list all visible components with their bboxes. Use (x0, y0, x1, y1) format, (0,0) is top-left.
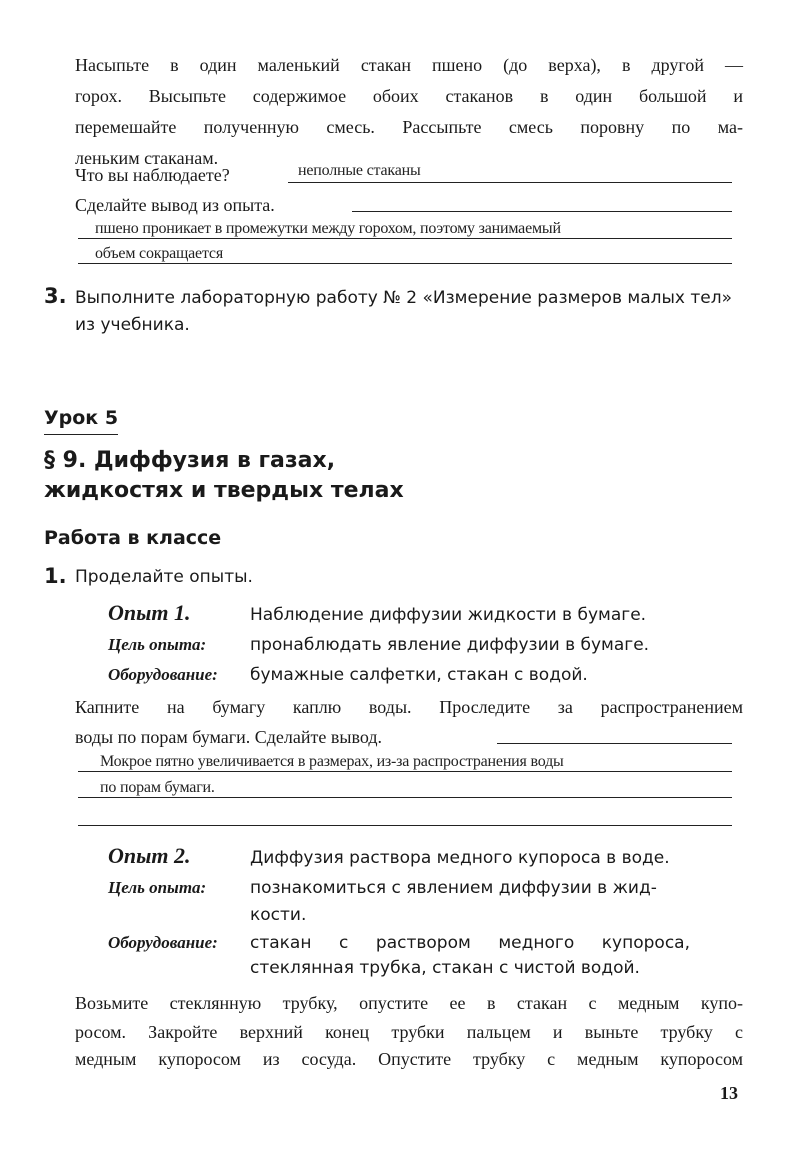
exp1-goal-label: Цель опыта: (108, 635, 207, 654)
exp1-equip-label: Оборудование: (108, 665, 218, 684)
intro-line: перемешайте полученную смесь. Рассыпьте смесь поровну по ма- (75, 117, 743, 137)
exp1-instruction: воды по порам бумаги. Сделайте вывод. (75, 727, 382, 747)
answer-line (78, 263, 732, 264)
exp2-equip: стакан с раствором медного купороса, (250, 933, 690, 953)
answer-line (497, 743, 732, 744)
exp1-instruction: Капните на бумагу каплю воды. Проследите за распространением (75, 697, 743, 717)
exp2-instruction: Возьмите стеклянную трубку, опустите ее в стакан с медным купо- (75, 993, 743, 1013)
exp1-answer: Мокрое пятно увеличивается в размерах, из-за распространения воды (100, 753, 564, 770)
exp1-answer: по порам бумаги. (100, 779, 215, 796)
exp2-goal: кости. (250, 905, 307, 925)
exp2-goal-label: Цель опыта: (108, 878, 207, 897)
exp1-title: Наблюдение диффузии жидкости в бумаге. (250, 605, 647, 625)
exp2-equip: стеклянная трубка, стакан с чистой водой. (250, 958, 640, 978)
conclusion-answer: пшено проникает в промежутки между горохом, поэтому занимаемый (95, 220, 561, 237)
lesson-title: жидкостях и твердых телах (44, 478, 404, 503)
task-text: Проделайте опыты. (75, 567, 253, 587)
lesson-underline (44, 434, 118, 435)
answer-line (78, 238, 732, 239)
page-number: 13 (720, 1083, 738, 1103)
lesson-label: Урок 5 (44, 407, 119, 429)
exp2-equip-label: Оборудование: (108, 933, 218, 952)
exp2-label: Опыт 2. (108, 843, 191, 868)
section-heading: Работа в классе (44, 527, 222, 549)
answer-line (288, 182, 732, 183)
exp1-goal: пронаблюдать явление диффузии в бумаге. (250, 635, 650, 655)
answer-line (352, 211, 732, 212)
answer-line (78, 771, 732, 772)
exp2-instruction: росом. Закройте верхний конец трубки пальцем и выньте трубку с (75, 1022, 743, 1042)
intro-line: Насыпьте в один маленький стакан пшено (до верха), в другой — (75, 55, 743, 75)
task-number: 3. (44, 284, 67, 308)
exp1-label: Опыт 1. (108, 600, 191, 625)
lesson-title: § 9. Диффузия в газах, (44, 448, 336, 473)
answer-line (78, 797, 732, 798)
task-text: из учебника. (75, 315, 190, 335)
exp1-equip: бумажные салфетки, стакан с водой. (250, 665, 588, 685)
observation-answer: неполные стаканы (298, 162, 421, 179)
task-number: 1. (44, 564, 67, 588)
intro-line: горох. Высыпьте содержимое обоих стаканов в один большой и (75, 86, 743, 106)
conclusion-answer: объем сокращается (95, 245, 223, 262)
conclusion-prompt: Сделайте вывод из опыта. (75, 195, 275, 215)
question-label: Что вы наблюдаете? (75, 165, 230, 185)
exp2-instruction: медным купоросом из сосуда. Опустите трубку с медным купоросом (75, 1049, 743, 1069)
task-text: Выполните лабораторную работу № 2 «Измерение размеров малых тел» (75, 288, 733, 308)
answer-line (78, 825, 732, 826)
exp2-title: Диффузия раствора медного купороса в воде. (250, 848, 670, 868)
intro-line: леньким стаканам. (75, 148, 219, 168)
exp2-goal: познакомиться с явлением диффузии в жид- (250, 878, 657, 898)
